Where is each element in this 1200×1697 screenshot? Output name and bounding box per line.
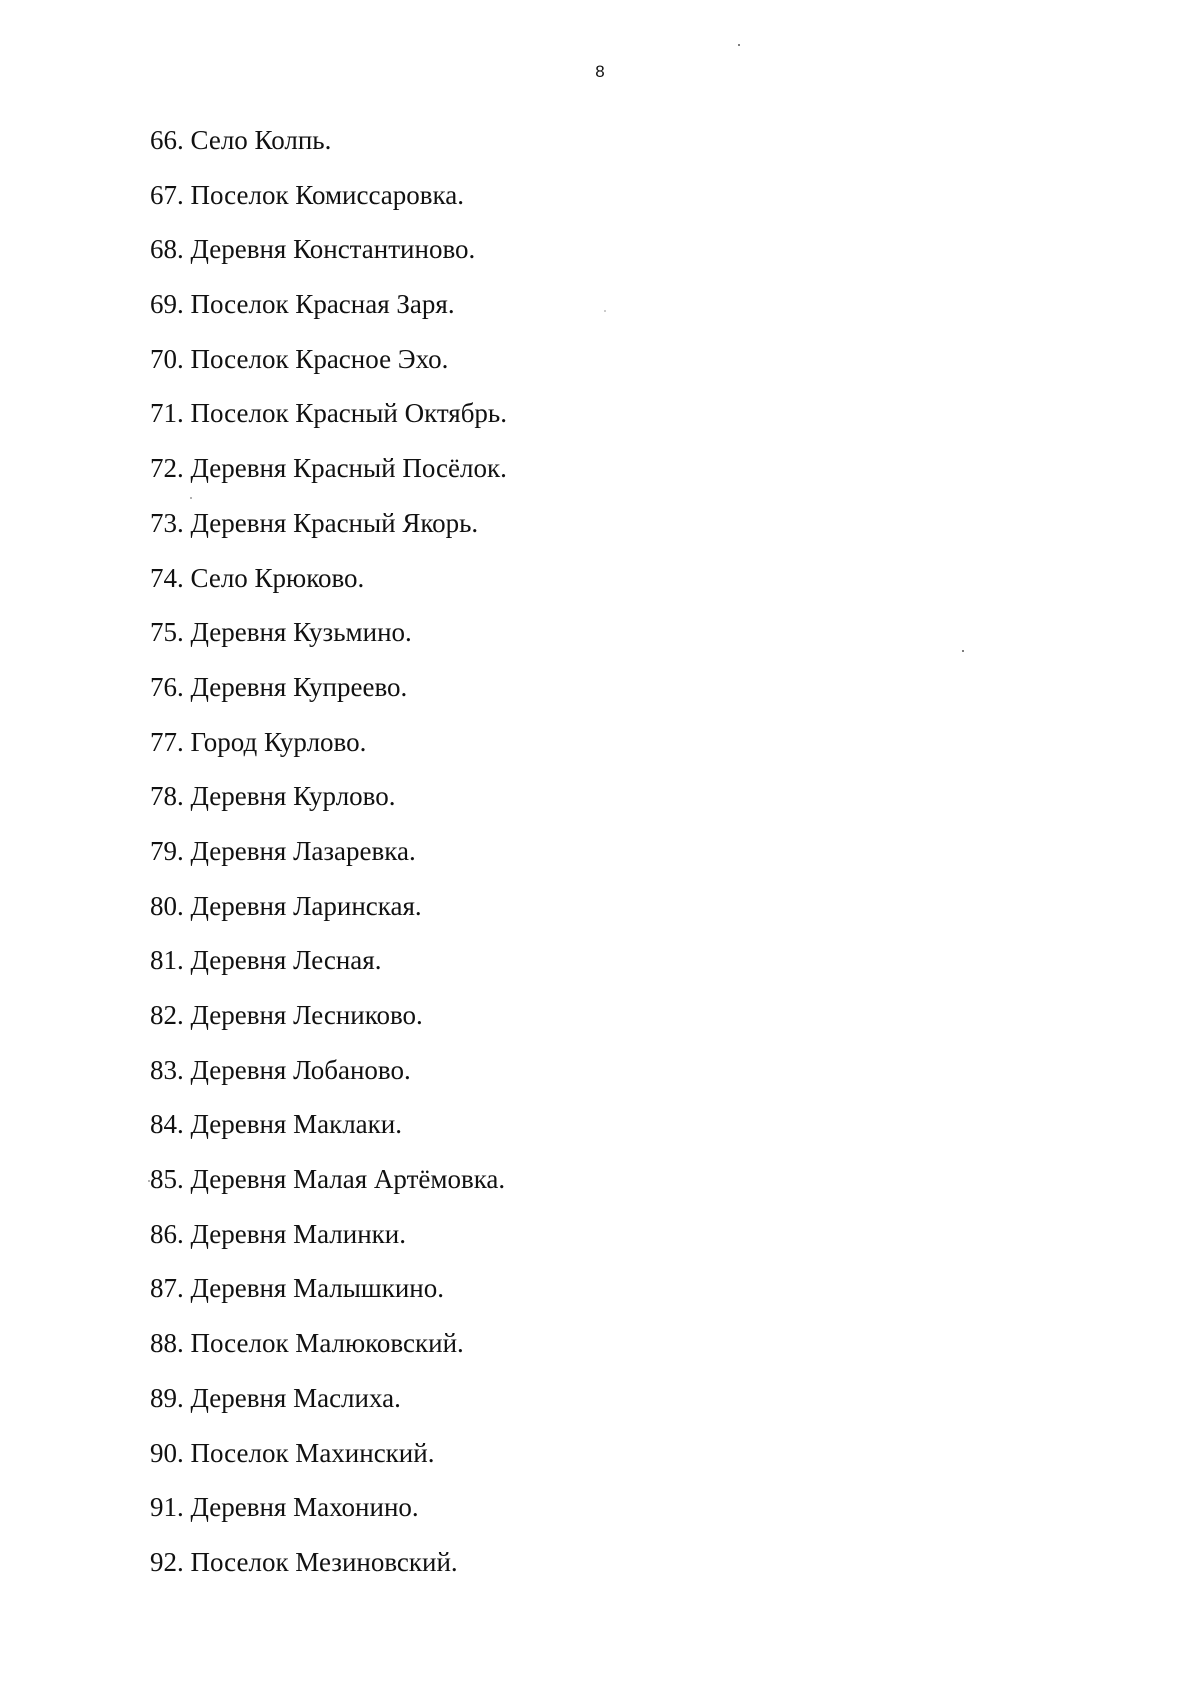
list-item: 78. Деревня Курлово.	[150, 781, 396, 812]
list-item: 86. Деревня Малинки.	[150, 1218, 406, 1249]
list-item: 87. Деревня Малышкино.	[150, 1273, 444, 1304]
list-item: 75. Деревня Кузьмино.	[150, 617, 412, 648]
list-item: 85. Деревня Малая Артёмовка.	[150, 1164, 506, 1195]
list-item: 70. Поселок Красное Эхо.	[150, 343, 449, 374]
list-item: 72. Деревня Красный Посёлок.	[150, 453, 507, 484]
list-item: 80. Деревня Ларинская.	[150, 890, 422, 921]
list-item: 76. Деревня Купреево.	[150, 671, 408, 702]
list-item: 90. Поселок Махинский.	[150, 1437, 435, 1468]
list-item: 69. Поселок Красная Заря.	[150, 289, 455, 320]
page-number: 8	[595, 62, 605, 81]
scan-speck	[738, 44, 740, 46]
list-item: 82. Деревня Лесниково.	[150, 1000, 423, 1030]
list-item: 74. Село Крюково.	[150, 562, 365, 593]
scan-speck	[190, 497, 192, 499]
settlement-list	[150, 113, 507, 1590]
list-item: 77. Город Курлово.	[150, 726, 367, 757]
scan-speck	[604, 310, 606, 312]
list-item: 81. Деревня Лесная.	[150, 945, 382, 976]
list-item: 66. Село Колпь.	[150, 125, 332, 155]
scan-speck	[148, 1180, 150, 1182]
list-item: 73. Деревня Красный Якорь.	[150, 507, 479, 538]
scan-speck	[962, 650, 964, 652]
list-item: 79. Деревня Лазаревка.	[150, 835, 416, 866]
list-item: 92. Поселок Мезиновский.	[150, 1546, 458, 1577]
list-item: 89. Деревня Маслиха.	[150, 1382, 401, 1413]
list-item: 88. Поселок Малюковский.	[150, 1328, 464, 1359]
list-item: 84. Деревня Маклаки.	[150, 1109, 402, 1140]
list-item: 67. Поселок Комиссаровка.	[150, 179, 464, 210]
list-item: 91. Деревня Махонино.	[150, 1492, 419, 1523]
list-item: 68. Деревня Константиново.	[150, 234, 476, 265]
list-item: 83. Деревня Лобаново.	[150, 1054, 411, 1085]
list-item: 71. Поселок Красный Октябрь.	[150, 398, 507, 429]
